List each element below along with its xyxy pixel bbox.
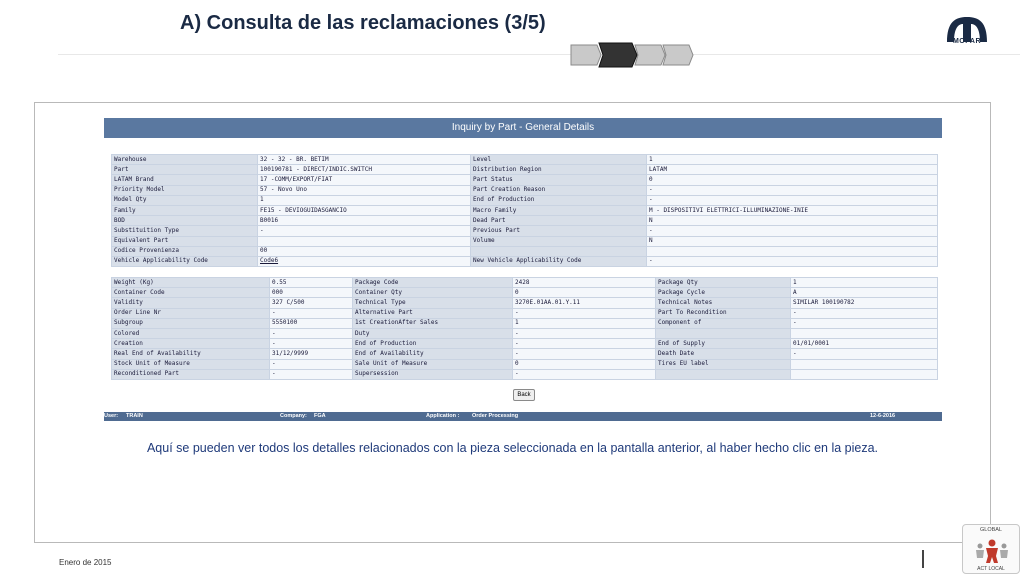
general-detail-row bbox=[112, 256, 938, 266]
field-label: End of Availability bbox=[353, 349, 513, 359]
field-label: End of Production bbox=[353, 339, 513, 349]
field-value: 01/01/0001 bbox=[791, 339, 938, 349]
general-details-table bbox=[111, 154, 938, 267]
field-value: - bbox=[647, 195, 938, 205]
field-label: Part Status bbox=[471, 175, 647, 185]
field-value: N bbox=[647, 236, 938, 246]
field-label: End of Production bbox=[471, 195, 647, 205]
field-value: - bbox=[791, 349, 938, 359]
field-label: Creation bbox=[112, 339, 270, 349]
field-value: 100190781 - DIRECT/INDIC.SWITCH bbox=[258, 165, 471, 175]
field-label: Warehouse bbox=[112, 155, 258, 165]
field-label: Package Code bbox=[353, 278, 513, 288]
field-value: - bbox=[647, 185, 938, 195]
field-value: 2428 bbox=[513, 278, 656, 288]
general-detail-row bbox=[112, 216, 938, 226]
field-label: Tires EU label bbox=[656, 359, 791, 369]
field-label: Technical Notes bbox=[656, 298, 791, 308]
field-label: Distribution Region bbox=[471, 165, 647, 175]
field-label: Substituition Type bbox=[112, 226, 258, 236]
field-value: 327 C/500 bbox=[270, 298, 353, 308]
field-label: Model Qty bbox=[112, 195, 258, 205]
field-value bbox=[791, 359, 938, 369]
field-value: - bbox=[513, 369, 656, 379]
field-value: 5550100 bbox=[270, 318, 353, 328]
field-value bbox=[258, 256, 471, 266]
field-value: - bbox=[270, 308, 353, 318]
field-value: 1 bbox=[258, 195, 471, 205]
field-value bbox=[647, 246, 938, 256]
field-label: 1st CreationAfter Sales bbox=[353, 318, 513, 328]
field-value: FE15 - DEVIOGUIDASGANCIO bbox=[258, 205, 471, 215]
field-label: Order Line Nr bbox=[112, 308, 270, 318]
field-label: Subgroup bbox=[112, 318, 270, 328]
field-label: Container Qty bbox=[353, 288, 513, 298]
field-label: Package Qty bbox=[656, 278, 791, 288]
field-label: Colored bbox=[112, 328, 270, 338]
field-value: M - DISPOSITIVI ELETTRICI-ILLUMINAZIONE-INIE bbox=[647, 205, 938, 215]
field-label: Part bbox=[112, 165, 258, 175]
general-detail-row bbox=[112, 165, 938, 175]
field-value: 00 bbox=[258, 246, 471, 256]
field-label: Weight (Kg) bbox=[112, 278, 270, 288]
step-4-arrow-icon[interactable] bbox=[662, 44, 694, 66]
field-label: Level bbox=[471, 155, 647, 165]
field-value: 31/12/9999 bbox=[270, 349, 353, 359]
field-value: - bbox=[791, 308, 938, 318]
part-detail-row bbox=[112, 339, 938, 349]
slide-title: A) Consulta de las reclamaciones (3/5) bbox=[180, 12, 546, 34]
field-value: 1 bbox=[647, 155, 938, 165]
part-detail-row bbox=[112, 369, 938, 379]
field-value: - bbox=[258, 226, 471, 236]
badge-bottom-text: ACT LOCAL bbox=[977, 566, 1005, 572]
field-label: Volume bbox=[471, 236, 647, 246]
field-value: - bbox=[270, 339, 353, 349]
field-value: 0.55 bbox=[270, 278, 353, 288]
field-value: 17 -COMM/EXPORT/FIAT bbox=[258, 175, 471, 185]
slide-caption: Aquí se pueden ver todos los detalles relacionados con la pieza seleccionada en la pantalla anterior, al haber hecho clic en la pieza. bbox=[146, 441, 879, 455]
field-value: B0016 bbox=[258, 216, 471, 226]
logo-wordmark: MOPAR bbox=[952, 38, 982, 45]
field-value: 1 bbox=[791, 278, 938, 288]
step-navigation bbox=[570, 42, 696, 68]
field-value: 32 - 32 - BR. BETIM bbox=[258, 155, 471, 165]
application-value: Order Processing bbox=[472, 413, 519, 419]
field-label: Part To Recondition bbox=[656, 308, 791, 318]
part-detail-row bbox=[112, 359, 938, 369]
vehicle-applicability-code-link[interactable]: Code6 bbox=[260, 257, 279, 265]
field-value bbox=[791, 328, 938, 338]
field-label: Package Cycle bbox=[656, 288, 791, 298]
field-label: Stock Unit of Measure bbox=[112, 359, 270, 369]
app-header: Inquiry by Part - General Details bbox=[104, 118, 942, 138]
field-value: LATAM bbox=[647, 165, 938, 175]
company-label: Company: bbox=[280, 413, 307, 419]
field-value: 0 bbox=[513, 359, 656, 369]
part-detail-row bbox=[112, 288, 938, 298]
field-label: Priority Model bbox=[112, 185, 258, 195]
part-detail-row bbox=[112, 349, 938, 359]
part-detail-row bbox=[112, 328, 938, 338]
company-value: FGA bbox=[314, 413, 326, 419]
field-label: Previous Part bbox=[471, 226, 647, 236]
part-detail-row bbox=[112, 298, 938, 308]
field-label: New Vehicle Applicability Code bbox=[471, 256, 647, 266]
field-label: Technical Type bbox=[353, 298, 513, 308]
status-date: 12-6-2016 bbox=[870, 413, 896, 419]
general-detail-row bbox=[112, 246, 938, 256]
field-value: - bbox=[647, 256, 938, 266]
field-label: BOD bbox=[112, 216, 258, 226]
application-label: Application : bbox=[426, 413, 460, 419]
field-label: Component of bbox=[656, 318, 791, 328]
general-detail-row bbox=[112, 205, 938, 215]
field-label bbox=[656, 328, 791, 338]
field-value bbox=[258, 236, 471, 246]
field-value: 0 bbox=[647, 175, 938, 185]
badge-top-text: GLOBAL bbox=[979, 527, 1002, 533]
footer-divider bbox=[922, 550, 924, 568]
general-detail-row bbox=[112, 175, 938, 185]
field-value: - bbox=[513, 328, 656, 338]
title-divider bbox=[58, 54, 1020, 55]
back-button[interactable]: Back bbox=[513, 389, 535, 401]
field-label: Container Code bbox=[112, 288, 270, 298]
field-value: - bbox=[270, 328, 353, 338]
step-2-active-arrow-icon[interactable] bbox=[598, 42, 638, 68]
field-value: - bbox=[647, 226, 938, 236]
field-label: Reconditioned Part bbox=[112, 369, 270, 379]
field-value: A bbox=[791, 288, 938, 298]
field-label: Codice Provenienza bbox=[112, 246, 258, 256]
field-value: N bbox=[647, 216, 938, 226]
field-value: 57 - Novo Uno bbox=[258, 185, 471, 195]
field-value: 000 bbox=[270, 288, 353, 298]
field-label bbox=[471, 246, 647, 256]
field-label: LATAM Brand bbox=[112, 175, 258, 185]
part-detail-row bbox=[112, 308, 938, 318]
general-detail-row bbox=[112, 236, 938, 246]
general-detail-row bbox=[112, 195, 938, 205]
people-figures-icon bbox=[972, 536, 1012, 564]
field-value: 0 bbox=[513, 288, 656, 298]
footer-date: Enero de 2015 bbox=[59, 558, 112, 567]
status-bar bbox=[104, 412, 942, 421]
field-label: Alternative Part bbox=[353, 308, 513, 318]
field-value bbox=[791, 369, 938, 379]
field-label: Real End of Availability bbox=[112, 349, 270, 359]
user-label: User: bbox=[104, 413, 119, 419]
part-details-table bbox=[111, 277, 938, 380]
part-detail-row bbox=[112, 318, 938, 328]
field-value: - bbox=[270, 359, 353, 369]
field-value: 3270E.01AA.01.Y.11 bbox=[513, 298, 656, 308]
field-label: Family bbox=[112, 205, 258, 215]
field-label: Death Date bbox=[656, 349, 791, 359]
field-value: - bbox=[791, 318, 938, 328]
part-detail-row bbox=[112, 278, 938, 288]
field-label: Macro Family bbox=[471, 205, 647, 215]
field-label: Equivalent Part bbox=[112, 236, 258, 246]
global-act-local-badge-icon bbox=[962, 524, 1020, 574]
general-detail-row bbox=[112, 185, 938, 195]
general-detail-row bbox=[112, 155, 938, 165]
field-label: Duty bbox=[353, 328, 513, 338]
field-value: - bbox=[513, 308, 656, 318]
field-label: Part Creation Reason bbox=[471, 185, 647, 195]
field-label: Supersession bbox=[353, 369, 513, 379]
field-value: - bbox=[513, 339, 656, 349]
field-value: - bbox=[270, 369, 353, 379]
field-label: Dead Part bbox=[471, 216, 647, 226]
field-label bbox=[656, 369, 791, 379]
field-label: Sale Unit of Measure bbox=[353, 359, 513, 369]
field-value: - bbox=[513, 349, 656, 359]
field-value: SIMILAR 100190782 bbox=[791, 298, 938, 308]
general-detail-row bbox=[112, 226, 938, 236]
user-value: TRAIN bbox=[126, 413, 143, 419]
field-label: Validity bbox=[112, 298, 270, 308]
field-label: End of Supply bbox=[656, 339, 791, 349]
field-label: Vehicle Applicability Code bbox=[112, 256, 258, 266]
field-value: 1 bbox=[513, 318, 656, 328]
